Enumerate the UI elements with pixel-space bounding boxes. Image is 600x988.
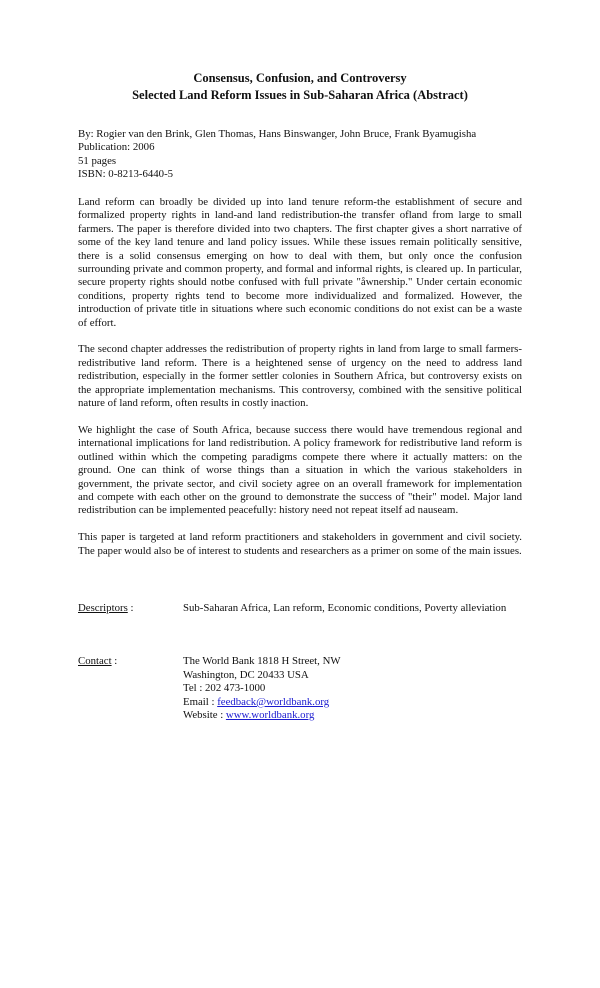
descriptors-label: Descriptors : <box>78 602 134 614</box>
descriptors-value: Sub-Saharan Africa, Lan reform, Economic conditions, Poverty alleviation <box>183 602 507 614</box>
abstract-paragraph: The second chapter addresses the redistribution of property rights in land from large to small farmers-redistributive land reform. There is a heightened sense of urgency on the need to address land redistribution, especially in the former settler colonies in Southern Africa, but controversy exists on the appropriate implementation mechanisms. This controversy, combined with the sensitive political nature of land reform, often results in costly inaction. <box>78 343 522 410</box>
title-line-1: Consensus, Confusion, and Controversy <box>193 71 407 85</box>
publication-year: Publication: 2006 <box>78 141 155 154</box>
isbn: ISBN: 0-8213-6440-5 <box>78 168 174 181</box>
contact-label: Contact : <box>78 655 118 668</box>
abstract-paragraph: We highlight the case of South Africa, because success there would have tremendous regional and international implications for land redistribution. A policy framework for redistributive land reform is outlined within which the competing paradigms compete there where it actually matters: on the ground. One can think of worse things than a situation in which the various stakeholders in government, the private sector, and civil society agree on an overall framework for implementation and compete with each other on the ground to demonstrate the success of "their" model. Major land redistribution can be implemented peacefully: history need not repeat itself ad nauseam. <box>78 423 522 517</box>
website-link[interactable]: www.worldbank.org <box>225 709 315 722</box>
contact-org: The World Bank 1818 H Street, NW <box>183 655 341 668</box>
descriptors-row <box>78 602 522 615</box>
abstract-paragraph: Land reform can broadly be divided up into land tenure reform-the establishment of secure and formalized property rights in land-and land redistribution-the transfer ofland from large to small farmers. The paper is therefore divided into two chapters. The first chapter gives a short narrative of some of the key land tenure and land policy issues. While these issues remain politically sensitive, there is a solid consensus emerging on how to deal with them, but only once the confusion surrounding private and common property, and formal and informal rights, is cleared up. In particular, secure property rights should notbe confused with full private "åwnership." Under certain economic conditions, property rights tend to become more individualized and formalized. However, the introduction of private title in situations where such economic conditions do not exist can be a waste of effort. <box>78 196 522 329</box>
contact-website-line: Website : www.worldbank.org <box>183 709 315 722</box>
abstract-body <box>78 196 522 571</box>
contact-email-line: Email : feedback@worldbank.org <box>183 695 330 708</box>
title-line-2: Selected Land Reform Issues in Sub-Saharan Africa (Abstract) <box>132 88 468 102</box>
document-title <box>78 70 522 104</box>
page-count: 51 pages <box>78 154 117 167</box>
contact-row <box>78 655 522 722</box>
contact-value <box>183 655 522 722</box>
authors: By: Rogier van den Brink, Glen Thomas, Hans Binswanger, John Bruce, Frank Byamugisha <box>78 128 477 140</box>
publication-metadata <box>78 128 528 182</box>
abstract-paragraph: This paper is targeted at land reform practitioners and stakeholders in government and civil society. The paper would also be of interest to students and researchers as a primer on some of the main issues. <box>78 531 522 557</box>
email-link[interactable]: feedback@worldbank.org <box>217 695 330 708</box>
metadata-fields <box>78 602 522 722</box>
contact-tel: Tel : 202 473-1000 <box>183 682 266 695</box>
contact-city: Washington, DC 20433 USA <box>183 668 309 681</box>
